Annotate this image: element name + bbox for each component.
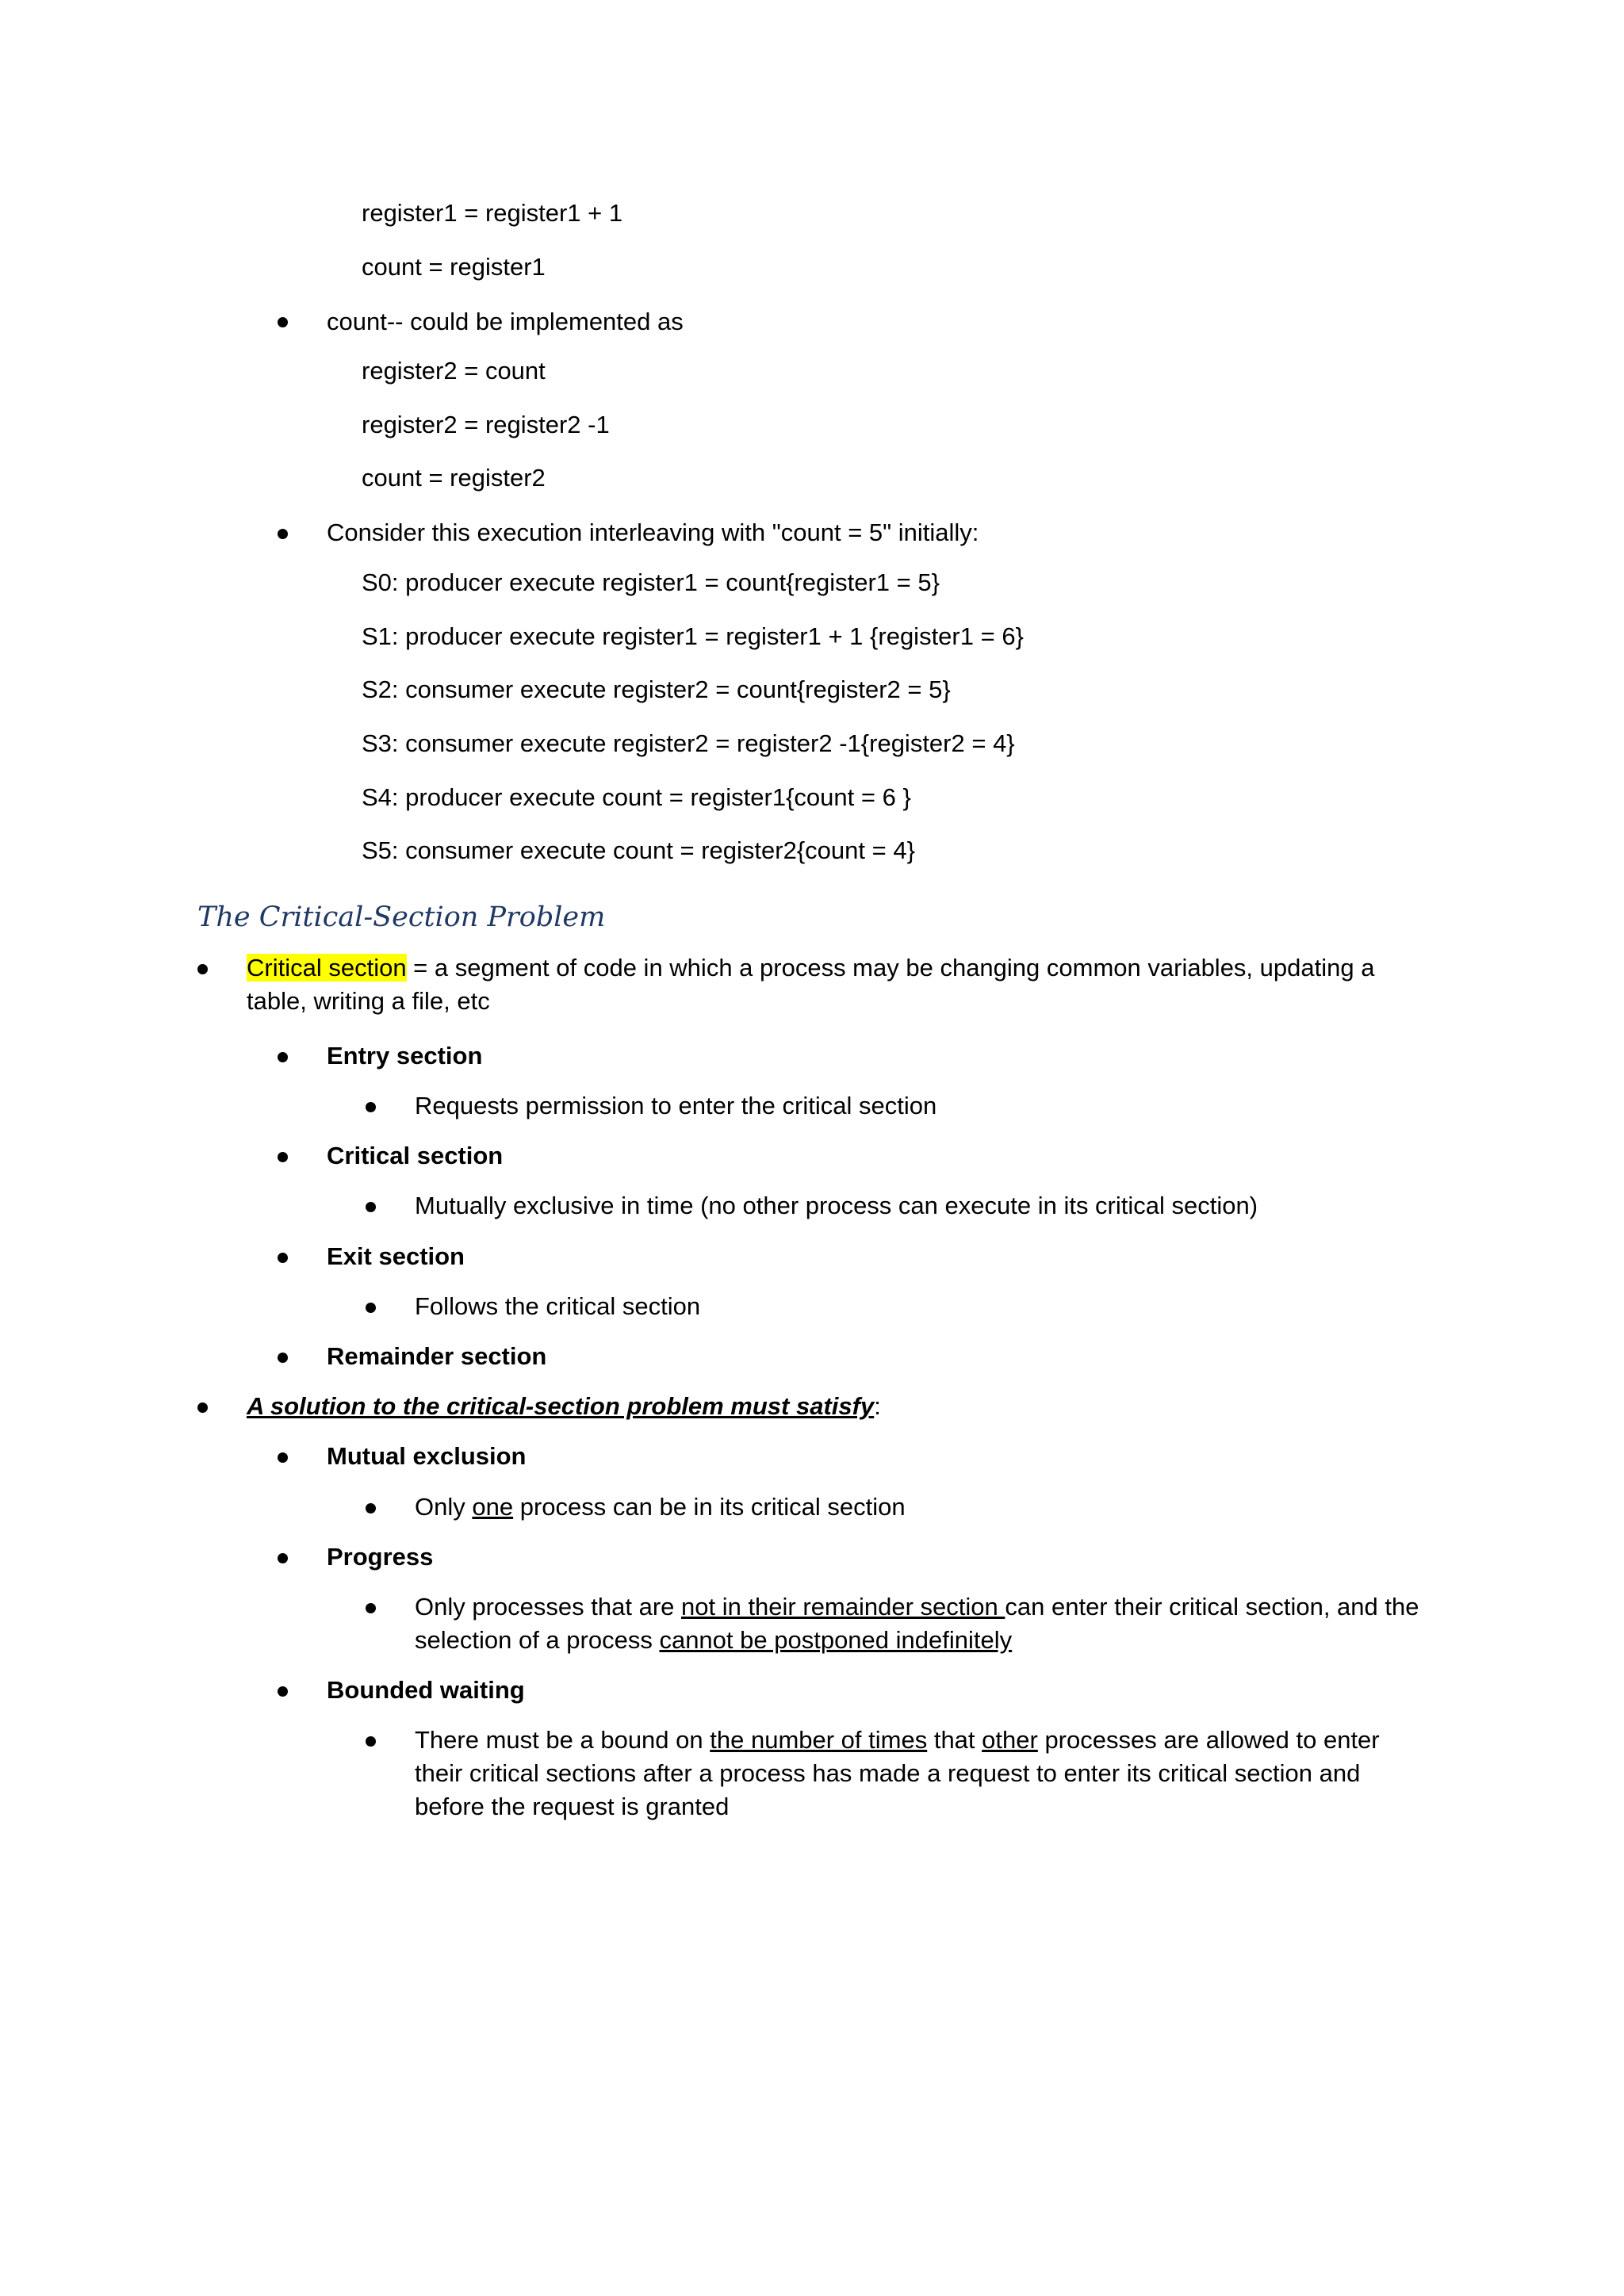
desc-underlined: not in their remainder section <box>681 1593 1005 1621</box>
section-name: Critical section <box>327 1142 504 1169</box>
step-line: S0: producer execute register1 = count{register1 = 5} <box>362 568 940 596</box>
desc-underlined: cannot be postponed indefinitely <box>659 1626 1013 1654</box>
step-line: S1: producer execute register1 = register1 + 1 {register1 = 6} <box>362 622 1024 650</box>
code-line: count = register2 <box>362 464 546 492</box>
bullet-icon <box>278 1553 288 1563</box>
desc-underlined: the number of times <box>710 1726 928 1754</box>
bullet-icon <box>278 529 288 539</box>
bullet-icon <box>366 1736 376 1747</box>
desc-text: can enter their critical section, and the selection of a process <box>415 1593 1419 1654</box>
section-heading: The Critical-Section Problem <box>197 901 606 933</box>
list-item <box>247 1390 881 1423</box>
definition-text: = a segment of code in which a process may be changing common variables, updating a table, writing a file, etc <box>247 954 1375 1015</box>
desc-underlined: other <box>982 1726 1038 1754</box>
step-line: S3: consumer execute register2 = register2 -1{register2 = 4} <box>362 729 1015 757</box>
section-name: Entry section <box>327 1042 483 1070</box>
desc-text: that <box>927 1726 982 1754</box>
bullet-icon <box>278 317 288 327</box>
step-line: S2: consumer execute register2 = count{register2 = 5} <box>362 675 951 703</box>
highlighted-term: Critical section <box>247 954 407 982</box>
solution-label: A solution to the critical-section problem must satisfy <box>247 1392 875 1420</box>
list-item <box>247 951 1420 1018</box>
code-line: register2 = count <box>362 357 546 385</box>
bullet-icon <box>366 1202 376 1212</box>
section-name: Remainder section <box>327 1342 547 1370</box>
bullet-icon <box>197 1402 208 1413</box>
requirement-desc <box>415 1590 1422 1657</box>
requirement-name: Bounded waiting <box>327 1676 525 1704</box>
desc-text: Only <box>415 1493 473 1521</box>
requirement-name: Progress <box>327 1543 434 1571</box>
section-desc: Mutually exclusive in time (no other process can execute in its critical section) <box>415 1192 1258 1219</box>
bullet-icon <box>366 1503 376 1513</box>
bullet-icon <box>278 1253 288 1263</box>
desc-text: There must be a bound on <box>415 1726 710 1754</box>
requirement-desc <box>415 1490 906 1524</box>
bullet-icon <box>366 1603 376 1613</box>
bullet-icon <box>366 1303 376 1313</box>
bullet-icon <box>366 1102 376 1112</box>
list-item: count-- could be implemented as <box>327 308 684 335</box>
desc-text: processes are allowed to enter their critical sections after a process has made a request to enter its critical section and before the request is granted <box>415 1726 1380 1820</box>
code-line: register1 = register1 + 1 <box>362 199 623 227</box>
solution-colon: : <box>874 1392 881 1420</box>
desc-text: Only processes that are <box>415 1593 681 1621</box>
bullet-icon <box>278 1052 288 1062</box>
requirement-desc <box>415 1724 1422 1823</box>
desc-text: process can be in its critical section <box>513 1493 906 1521</box>
section-desc: Requests permission to enter the critical section <box>415 1092 937 1119</box>
list-item: Consider this execution interleaving with "count = 5" initially: <box>327 519 979 546</box>
code-line: register2 = register2 -1 <box>362 411 610 438</box>
code-line: count = register1 <box>362 253 546 281</box>
section-name: Exit section <box>327 1242 465 1270</box>
bullet-icon <box>278 1353 288 1363</box>
section-desc: Follows the critical section <box>415 1292 701 1320</box>
desc-underlined: one <box>472 1493 514 1521</box>
step-line: S4: producer execute count = register1{count = 6 } <box>362 783 911 811</box>
requirement-name: Mutual exclusion <box>327 1442 527 1470</box>
bullet-icon <box>197 964 208 974</box>
bullet-icon <box>278 1152 288 1162</box>
bullet-icon <box>278 1686 288 1697</box>
step-line: S5: consumer execute count = register2{count = 4} <box>362 836 915 864</box>
bullet-icon <box>278 1452 288 1463</box>
